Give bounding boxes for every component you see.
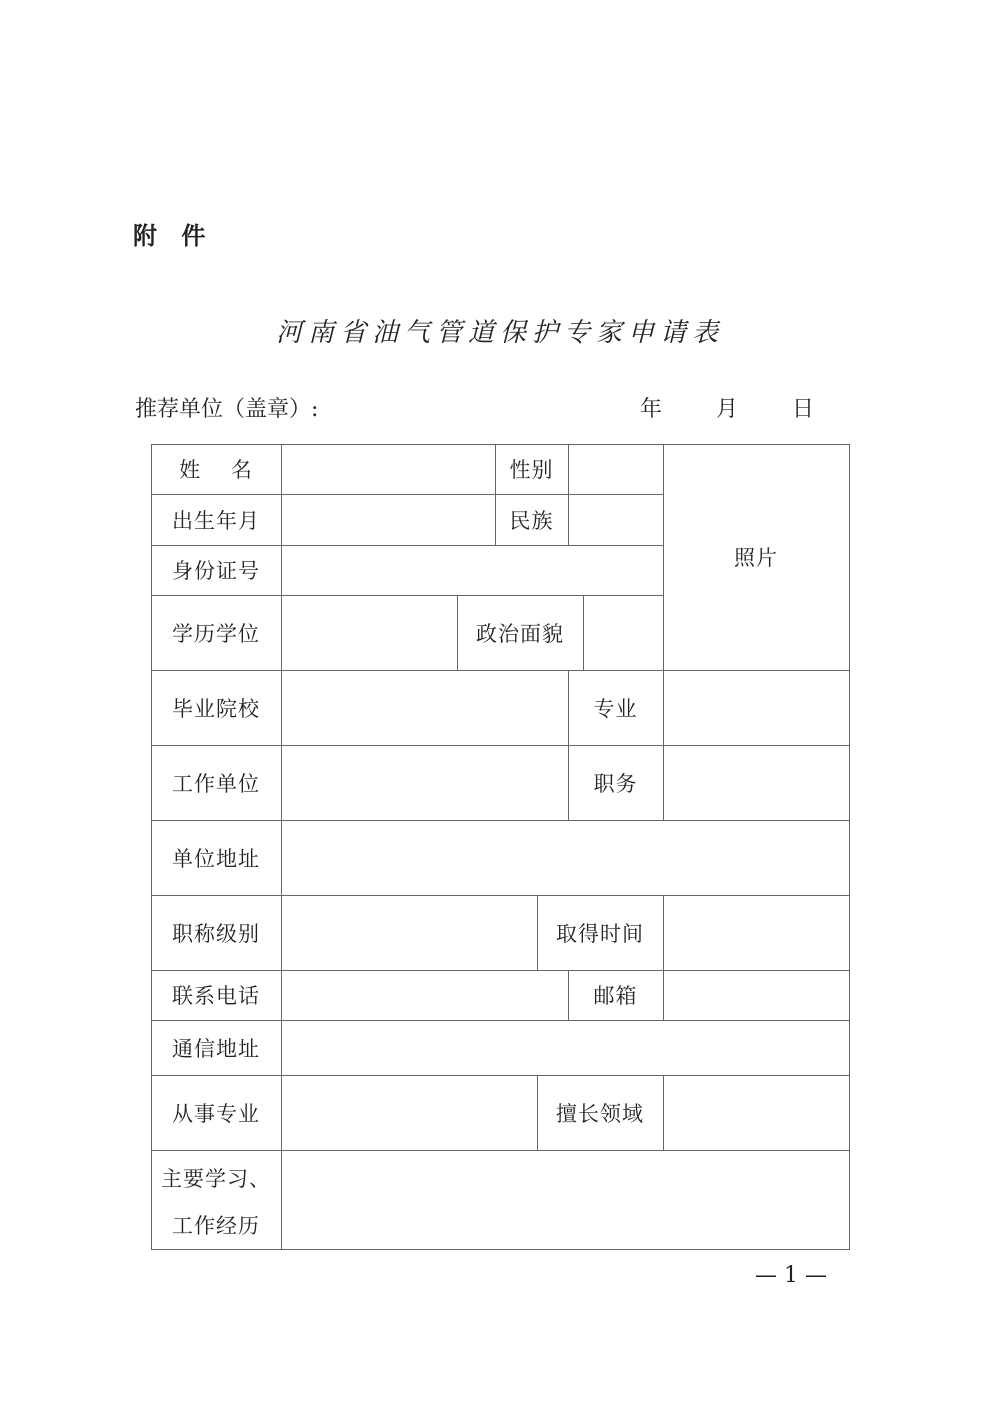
- table-line: [281, 444, 282, 1249]
- birth-label: 出生年月: [172, 508, 260, 533]
- table-line: [583, 595, 584, 670]
- field-label: 从事专业: [172, 1101, 260, 1126]
- table-line: [568, 444, 569, 545]
- table-line: [849, 444, 850, 1249]
- phone-label: 联系电话: [172, 984, 260, 1008]
- table-line: [663, 895, 664, 1020]
- month-label: 月: [716, 397, 739, 422]
- day-label: 日: [792, 397, 815, 422]
- table-line: [663, 1075, 664, 1150]
- table-line: [151, 1249, 850, 1250]
- expertise-label: 擅长领域: [556, 1101, 644, 1126]
- id-number-label: 身份证号: [172, 559, 260, 583]
- attachment-label: 附 件: [133, 222, 214, 250]
- employer-label: 工作单位: [172, 771, 260, 796]
- page-number: — 1 —: [755, 1263, 827, 1288]
- ethnicity-label: 民族: [509, 508, 554, 533]
- school-label: 毕业院校: [172, 696, 260, 721]
- major-label: 专业: [593, 696, 638, 721]
- title-date-label: 取得时间: [556, 921, 644, 946]
- name-label: 姓 名: [179, 458, 253, 482]
- year-label: 年: [640, 397, 663, 422]
- photo-box: 照片: [734, 546, 778, 570]
- political-label: 政治面貌: [476, 621, 564, 646]
- history-label-line1: 主要学习、: [161, 1166, 271, 1191]
- employer-address-label: 单位地址: [172, 846, 260, 871]
- history-label-line2: 工作经历: [172, 1213, 260, 1238]
- title-level-label: 职称级别: [172, 921, 260, 946]
- recommender-label: 推荐单位（盖章）:: [135, 397, 319, 422]
- position-label: 职务: [593, 771, 638, 796]
- mail-address-label: 通信地址: [172, 1036, 260, 1061]
- email-label: 邮箱: [593, 984, 638, 1008]
- table-line: [151, 1150, 849, 1151]
- form-title: 河南省油气管道保护专家申请表: [275, 318, 724, 348]
- gender-label: 性别: [509, 458, 554, 482]
- education-label: 学历学位: [172, 621, 260, 646]
